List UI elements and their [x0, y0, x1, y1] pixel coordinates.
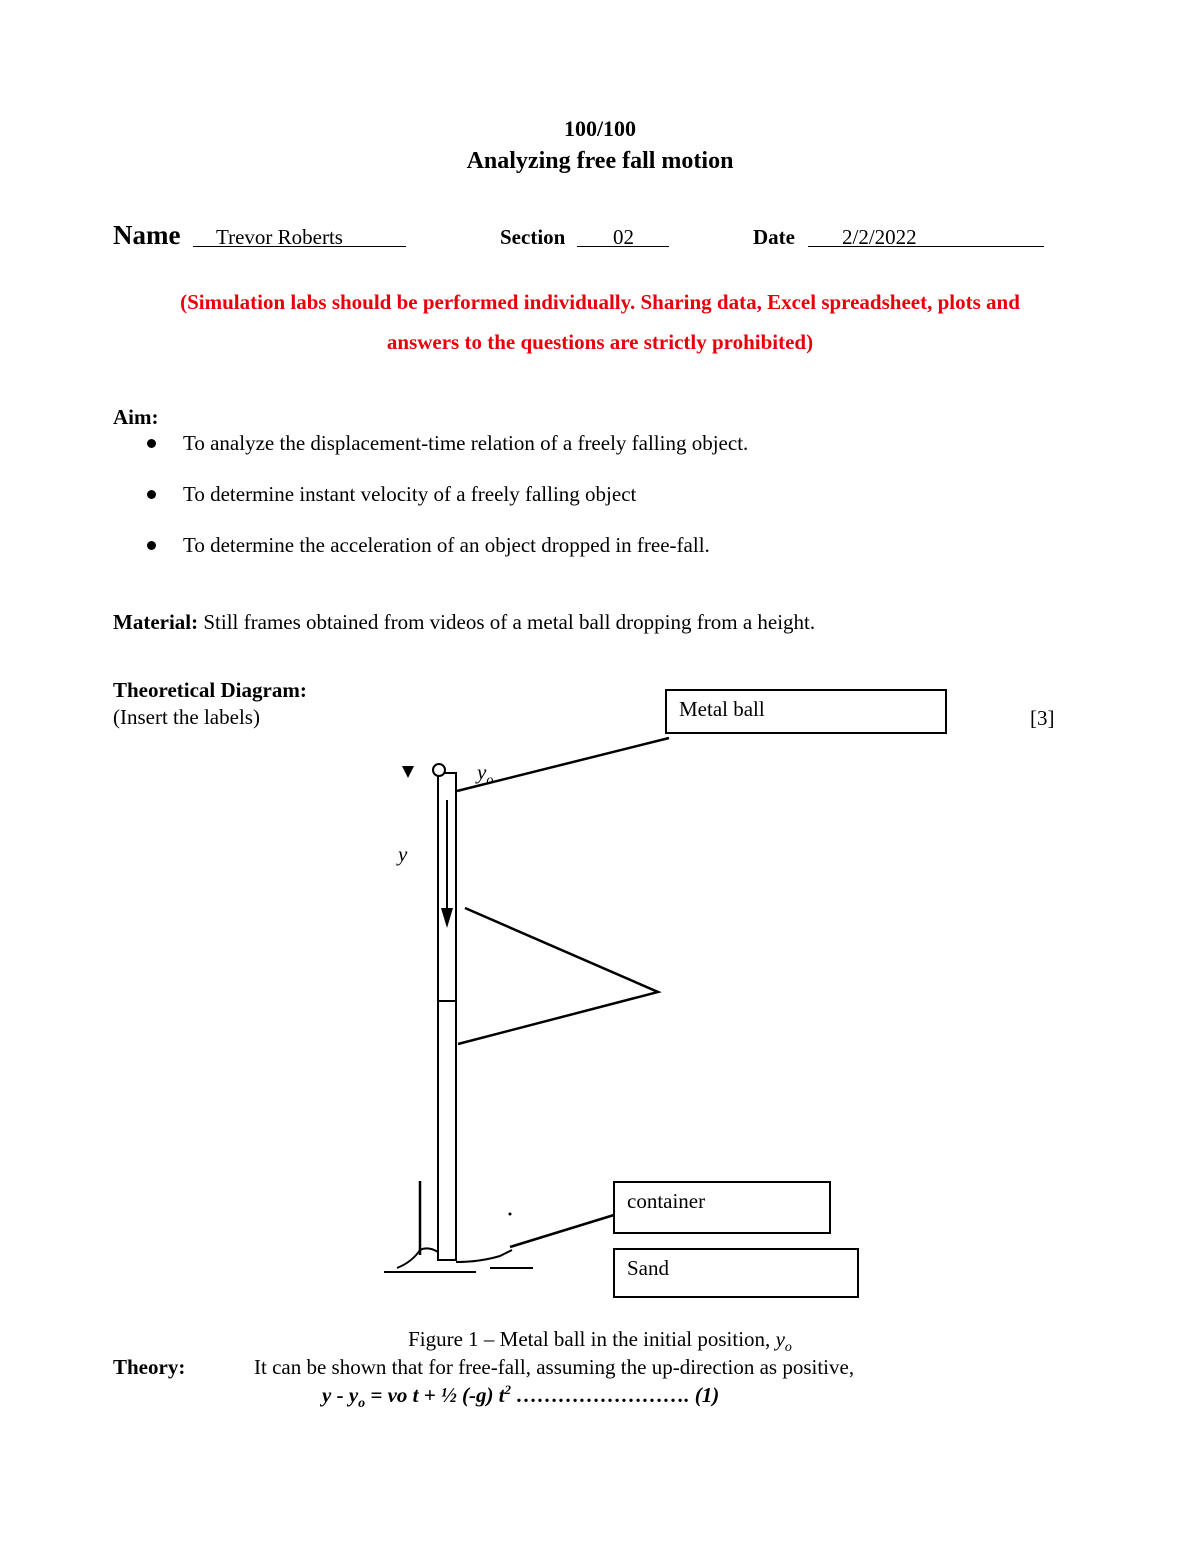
label-container: container — [627, 1189, 706, 1213]
dot — [509, 1213, 512, 1216]
theory-text: It can be shown that for free-fall, assuming the up-direction as positive, — [254, 1355, 855, 1379]
y-symbol: y — [398, 842, 408, 866]
arrow-head-icon — [441, 908, 453, 928]
warning-line-1: (Simulation labs should be performed individually. Sharing data, Excel spreadsheet, plots and — [180, 290, 1020, 314]
figure-caption: Figure 1 – Metal ball in the initial position, $y_o$ — [408, 1327, 792, 1356]
triangle-leader — [458, 908, 658, 1044]
warning-line-2: answers to the questions are strictly prohibited) — [386, 330, 814, 354]
y0-symbol: $y_o$ — [477, 760, 494, 789]
score: 100/100 — [563, 116, 637, 141]
label-metal-ball: Metal ball — [679, 697, 765, 721]
sand-mound — [397, 1248, 438, 1268]
theory-label: Theory: — [113, 1355, 186, 1379]
material-text: Still frames obtained from videos of a metal ball dropping from a height. — [203, 610, 816, 634]
marks: [3] — [1030, 706, 1055, 730]
aim-item: To determine the acceleration of an object dropped in free-fall. — [183, 533, 710, 557]
aim-heading: Aim: — [113, 405, 159, 429]
label-sand: Sand — [627, 1256, 669, 1280]
aim-item: To analyze the displacement-time relation of a freely falling object. — [183, 431, 749, 455]
diagram-instruction: (Insert the labels) — [113, 705, 260, 729]
name-value[interactable]: Trevor Roberts — [216, 225, 343, 249]
page-title: Analyzing free fall motion — [466, 148, 734, 174]
metal-ball — [433, 764, 445, 776]
aim-item: To determine instant velocity of a freely falling object — [183, 482, 637, 506]
name-label: Name — [113, 220, 181, 250]
date-label: Date — [753, 225, 795, 249]
leader-container — [510, 1215, 614, 1247]
tube-lower — [438, 1001, 456, 1260]
label-box-container[interactable] — [613, 1181, 831, 1234]
material-label: Material: — [113, 610, 199, 634]
label-box-metal-ball[interactable] — [665, 689, 947, 734]
equation-1: y - $y_o$ = vo t + ½ (-g) $t^2$ ……………………. (1) — [322, 1382, 720, 1412]
label-box-sand[interactable] — [613, 1248, 859, 1298]
section-value[interactable]: 02 — [613, 225, 634, 249]
diagram-heading: Theoretical Diagram: — [113, 678, 307, 702]
date-value[interactable]: 2/2/2022 — [842, 225, 917, 249]
section-label: Section — [500, 225, 566, 249]
pointer-icon — [402, 766, 414, 778]
sand-mound-right — [456, 1250, 512, 1262]
